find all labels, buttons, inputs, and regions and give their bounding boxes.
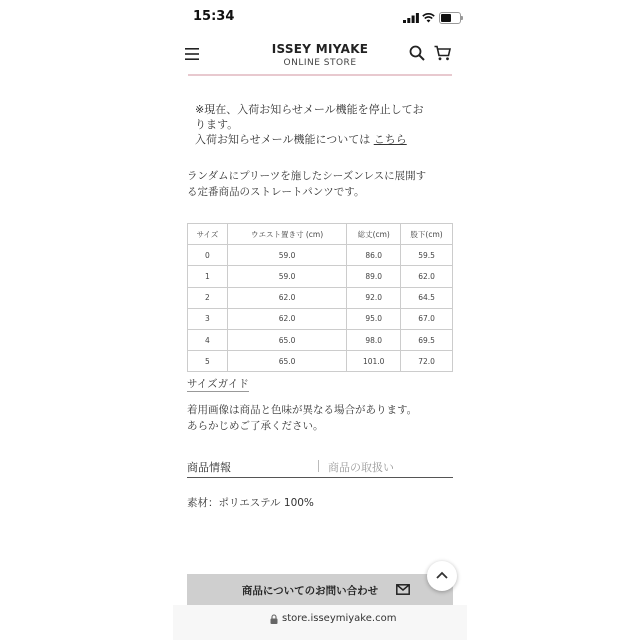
description-line: る定番商品のストレートパンツです。 bbox=[187, 185, 365, 198]
table-cell: 72.0 bbox=[401, 351, 453, 372]
contact-button[interactable] bbox=[187, 574, 453, 605]
table-cell: 62.0 bbox=[401, 266, 453, 287]
notice-line: ります。 bbox=[195, 118, 239, 131]
size-guide-link[interactable]: サイズガイド bbox=[187, 378, 249, 390]
table-cell: 2 bbox=[188, 287, 228, 308]
scroll-to-top-button[interactable] bbox=[427, 561, 457, 591]
table-cell: 69.5 bbox=[401, 329, 453, 350]
status-time: 15:34 bbox=[193, 9, 235, 24]
url-text: store.isseymiyake.com bbox=[282, 613, 397, 624]
size-table bbox=[187, 223, 453, 372]
column-header: 股下(cm) bbox=[401, 224, 453, 245]
tab-handling[interactable]: 商品の取扱い bbox=[328, 461, 394, 474]
image-note bbox=[187, 403, 459, 434]
mail-icon bbox=[396, 584, 410, 595]
contact-button-label: 商品についてのお問い合わせ bbox=[241, 585, 379, 597]
notice-link[interactable]: こちら bbox=[373, 133, 407, 146]
brand-logo[interactable]: ISSEY MIYAKE bbox=[271, 42, 369, 56]
browser-url-bar[interactable] bbox=[173, 605, 467, 640]
table-cell: 4 bbox=[188, 329, 228, 350]
tab-product-info[interactable]: 商品情報 bbox=[187, 461, 231, 474]
table-cell: 62.0 bbox=[227, 308, 346, 329]
notice-text: 入荷お知らせメール機能については bbox=[195, 133, 371, 146]
table-cell: 59.0 bbox=[227, 266, 346, 287]
battery-icon bbox=[439, 12, 461, 24]
table-cell: 95.0 bbox=[347, 308, 401, 329]
column-header: 総丈(cm) bbox=[347, 224, 401, 245]
phone-screen bbox=[173, 0, 467, 640]
chevron-up-icon bbox=[427, 561, 457, 591]
table-cell: 1 bbox=[188, 266, 228, 287]
restock-notice bbox=[195, 102, 455, 147]
table-cell: 5 bbox=[188, 351, 228, 372]
table-cell: 59.5 bbox=[401, 245, 453, 266]
table-cell: 98.0 bbox=[347, 329, 401, 350]
table-row bbox=[188, 308, 453, 329]
table-cell: 101.0 bbox=[347, 351, 401, 372]
table-cell: 67.0 bbox=[401, 308, 453, 329]
lock-icon bbox=[270, 614, 278, 624]
notice-line bbox=[195, 132, 455, 147]
table-cell: 65.0 bbox=[227, 351, 346, 372]
table-row bbox=[188, 245, 453, 266]
product-description bbox=[187, 169, 459, 200]
table-row bbox=[188, 351, 453, 372]
status-bar bbox=[173, 0, 467, 36]
cart-icon[interactable] bbox=[434, 45, 451, 61]
table-row bbox=[188, 266, 453, 287]
product-tabs bbox=[187, 457, 453, 478]
table-cell: 64.5 bbox=[401, 287, 453, 308]
divider bbox=[188, 74, 452, 76]
wifi-icon bbox=[422, 12, 435, 23]
table-row bbox=[188, 329, 453, 350]
search-icon[interactable] bbox=[409, 45, 425, 61]
table-cell: 0 bbox=[188, 245, 228, 266]
table-cell: 62.0 bbox=[227, 287, 346, 308]
tab-separator bbox=[318, 460, 319, 472]
column-header: サイズ bbox=[188, 224, 228, 245]
table-cell: 59.0 bbox=[227, 245, 346, 266]
image-note-line: 着用画像は商品と色味が異なる場合があります。 bbox=[187, 404, 418, 416]
table-cell: 92.0 bbox=[347, 287, 401, 308]
column-header: ウエスト置き寸 (cm) bbox=[227, 224, 346, 245]
table-cell: 89.0 bbox=[347, 266, 401, 287]
notice-line: ※現在、入荷お知らせメール機能を停止してお bbox=[195, 103, 424, 116]
image-note-line: あらかじめご了承ください。 bbox=[187, 419, 324, 432]
brand-subtitle: ONLINE STORE bbox=[283, 58, 357, 68]
material-text: 素材：ポリエステル 100% bbox=[187, 497, 314, 509]
cellular-signal-icon bbox=[403, 13, 419, 23]
size-table-header bbox=[188, 224, 453, 245]
table-cell: 65.0 bbox=[227, 329, 346, 350]
site-header bbox=[173, 36, 467, 76]
table-cell: 86.0 bbox=[347, 245, 401, 266]
table-cell: 3 bbox=[188, 308, 228, 329]
table-row bbox=[188, 287, 453, 308]
description-line: ランダムにプリーツを施したシーズンレスに展開す bbox=[187, 170, 427, 182]
